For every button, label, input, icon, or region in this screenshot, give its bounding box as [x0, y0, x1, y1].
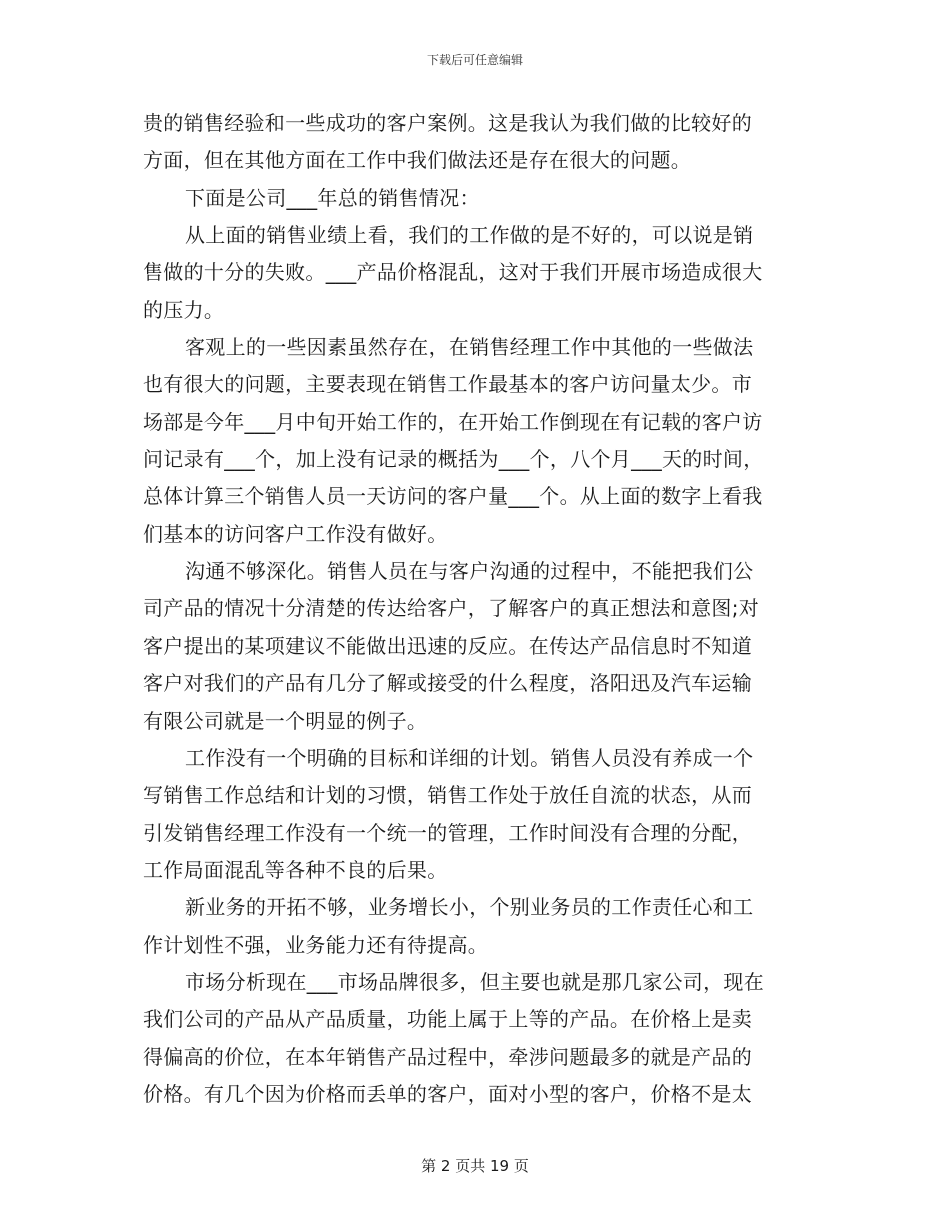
page-header: 下载后可任意编辑: [426, 53, 523, 67]
text-line: 场部是今年___月中旬开始工作的，在开始工作倒现在有记载的客户访: [143, 409, 763, 434]
text-line: 下面是公司___年总的销售情况：: [185, 185, 480, 210]
text-line: 客户提出的某项建议不能做出迅速的反应。在传达产品信息时不知道: [143, 633, 752, 658]
text-line: 司产品的情况十分清楚的传达给客户，了解客户的真正想法和意图;对: [143, 596, 760, 621]
text-line: 价格。有几个因为价格而丢单的客户，面对小型的客户，价格不是太: [143, 1081, 752, 1106]
text-line: 沟通不够深化。销售人员在与客户沟通的过程中，不能把我们公: [185, 559, 754, 584]
text-line: 们基本的访问客户工作没有做好。: [143, 521, 448, 546]
text-line: 作计划性不强，业务能力还有待提高。: [143, 932, 489, 957]
text-line: 得偏高的价位，在本年销售产品过程中，牵涉问题最多的就是产品的: [143, 1044, 752, 1069]
page-number: 第 2 页共 19 页: [421, 1157, 529, 1175]
text-line: 引发销售经理工作没有一个统一的管理，工作时间没有合理的分配，: [143, 820, 752, 845]
text-line: 的压力。: [143, 297, 225, 322]
text-line: 也有很大的问题，主要表现在销售工作最基本的客户访问量太少。市: [143, 372, 752, 397]
text-line: 有限公司就是一个明显的例子。: [143, 708, 428, 733]
text-line: 客观上的一些因素虽然存在，在销售经理工作中其他的一些做法: [185, 335, 754, 360]
text-line: 问记录有___个，加上没有记录的概括为___个，八个月___天的时间，: [143, 447, 764, 472]
text-line: 写销售工作总结和计划的习惯，销售工作处于放任自流的状态，从而: [143, 783, 752, 808]
text-line: 工作没有一个明确的目标和详细的计划。销售人员没有养成一个: [185, 745, 754, 770]
text-line: 售做的十分的失败。___产品价格混乱，这对于我们开展市场造成很大: [143, 260, 763, 285]
text-line: 市场分析现在___市场品牌很多，但主要也就是那几家公司，现在: [185, 969, 764, 994]
text-line: 从上面的销售业绩上看，我们的工作做的是不好的，可以说是销: [185, 223, 754, 248]
document-body: [143, 105, 799, 1113]
text-line: 总体计算三个销售人员一天访问的客户量___个。从上面的数字上看我: [143, 484, 763, 509]
text-line: 新业务的开拓不够，业务增长小，个别业务员的工作责任心和工: [185, 895, 754, 920]
text-line: 我们公司的产品从产品质量，功能上属于上等的产品。在价格上是卖: [143, 1007, 752, 1032]
text-line: 贵的销售经验和一些成功的客户案例。这是我认为我们做的比较好的: [143, 111, 752, 135]
text-line: 客户对我们的产品有几分了解或接受的什么程度，洛阳迅及汽车运输: [143, 671, 752, 696]
text-line: 方面，但在其他方面在工作中我们做法还是存在很大的问题。: [143, 148, 692, 173]
text-line: 工作局面混乱等各种不良的后果。: [143, 857, 448, 882]
